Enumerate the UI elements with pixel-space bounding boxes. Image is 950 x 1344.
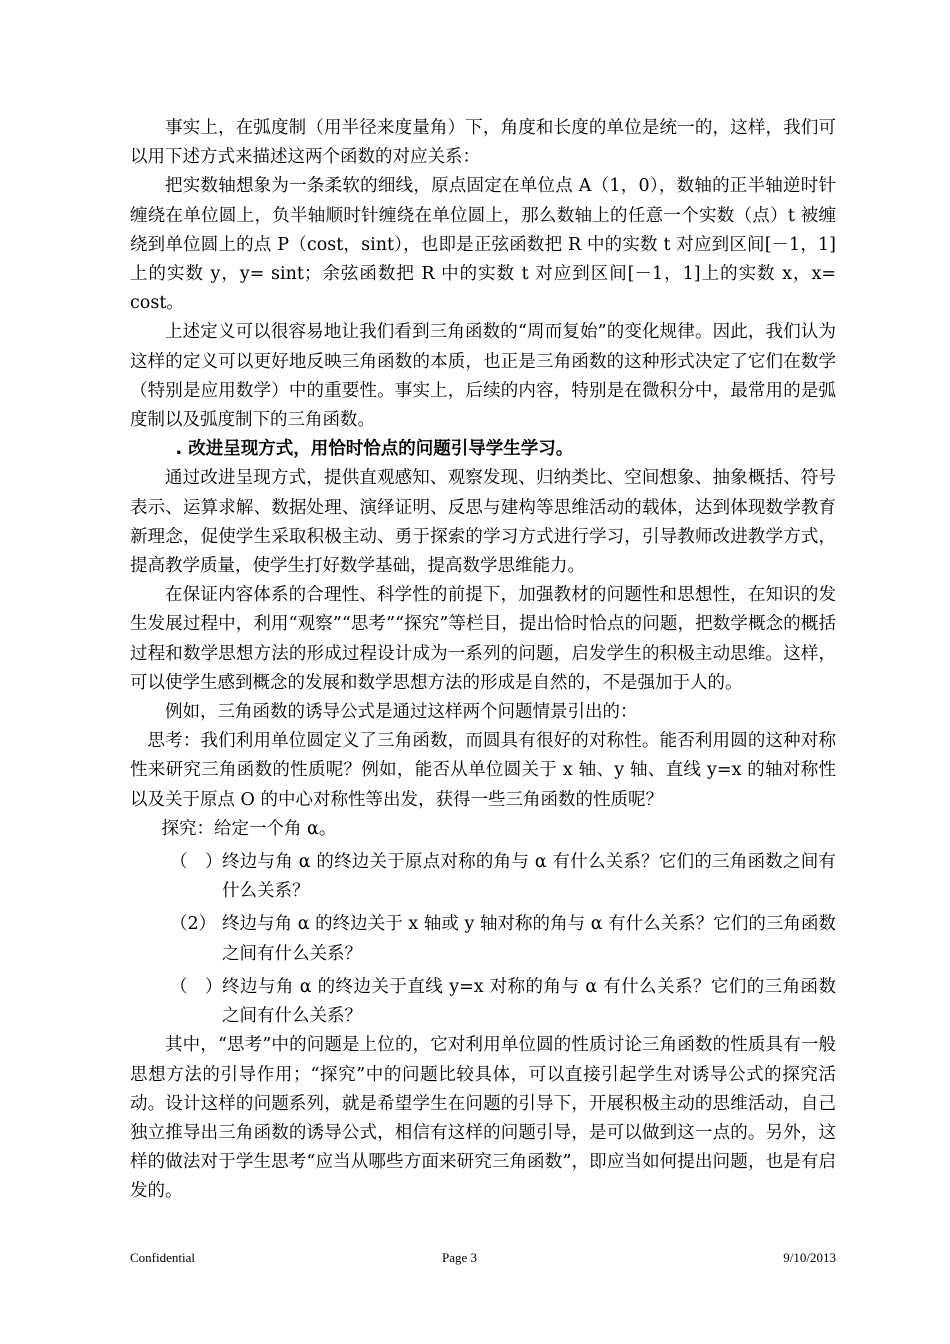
question-text: 终边与角 α 的终边关于 x 轴或 y 轴对称的角与 α 有什么关系？它们的三角函数之间有什么关系？ (222, 914, 836, 964)
question-number: （2） (170, 914, 217, 935)
footer-page-number: Page 3 (442, 1250, 478, 1265)
paragraph-example-intro: 例如，三角函数的诱导公式是通过这样两个问题情景引出的： (165, 702, 638, 723)
paragraph-periodicity: 上述定义可以很容易地让我们看到三角函数的“周而复始”的变化规律。因此，我们认为这样的定义可以更好地反映三角函数的本质，也正是三角函数的这种形式决定了它们在数学（特别是应用数学）中的重要性。事实上，后续的内容，特别是在微积分中，最常用的是弧度制以及弧度制下的三角函数。 (130, 322, 836, 431)
paragraph-conclusion: 其中，“思考”中的问题是上位的，它对利用单位圆的性质讨论三角函数的性质具有一般思想方法的引导作用；“探究”中的问题比较具体，可以直接引起学生对诱导公式的探究活动。设计这样的问题系列，就是希望学生在问题的引导下，开展积极主动的思维活动，自己独立推导出三角函数的诱导公式，相信有这样的问题引导，是可以做到这一点的。另外，这样的做法对于学生思考“应当从哪些方面来研究三角函数”，即应当如何提出问题，也是有启发的。 (130, 1035, 836, 1202)
question-text: 终边与角 α 的终边关于原点对称的角与 α 有什么关系？它们的三角函数之间有什么关系？ (222, 852, 836, 902)
think-box: 思考：我们利用单位圆定义了三角函数，而圆具有很好的对称性。能否利用圆的这种对称性来研究三角函数的性质呢？例如，能否从单位圆关于 x 轴、y 轴、直线 y=x 的轴对称性以及关于原点 O 的中心对称性等出发，获得一些三角函数的性质呢？ (130, 731, 836, 810)
paragraph-presentation: 通过改进呈现方式，提供直观感知、观察发现、归纳类比、空间想象、抽象概括、符号表示、运算求解、数据处理、演绎证明、反思与建构等思维活动的载体，达到体现数学教育新理念，促使学生采取积极主动、勇于探索的学习方式进行学习，引导教师改进教学方式，提高教学质量，使学生打好数学基础，提高数学思维能力。 (130, 468, 836, 577)
explore-question-2 (170, 910, 836, 968)
footer-confidential: Confidential (130, 1250, 195, 1265)
explore-label: 探究：给定一个角 α。 (161, 818, 337, 839)
question-number: （ ） (170, 852, 223, 873)
paragraph-number-line-winding: 把实数轴想象为一条柔软的细线，原点固定在单位点 A（1，0），数轴的正半轴逆时针缠绕在单位圆上，负半轴顺时针缠绕在单位圆上，那么数轴上的任意一个实数（点）t 被缠绕到单位圆上的点 P（cost，sint），也即是正弦函数把 R 中的实数 t 对应到区间[－1，1]上的实数 y，y= sint；余弦函数把 R 中的实数 t 对应到区间[－1，1]上的实数 x，x= cost。 (130, 176, 836, 314)
footer-date: 9/10/2013 (783, 1250, 836, 1265)
paragraph-problem-design: 在保证内容体系的合理性、科学性的前提下，加强教材的问题性和思想性，在知识的发生发展过程中，利用“观察”“思考”“探究”等栏目，提出恰时恰点的问题，把数学概念的概括过程和数学思想方法的形成过程设计成为一系列的问题，启发学生的积极主动思维。这样，可以使学生感到概念的发展和数学思想方法的形成是自然的，不是强加于人的。 (130, 585, 836, 693)
section-heading: . 改进呈现方式，用恰时恰点的问题引导学生学习。 (175, 439, 574, 460)
explore-question-3 (170, 973, 836, 1031)
page-footer (130, 1250, 836, 1270)
question-number: （ ） (170, 976, 223, 997)
question-text: 终边与角 α 的终边关于直线 y=x 对称的角与 α 有什么关系？它们的三角函数之间有什么关系？ (222, 976, 836, 1027)
explore-question-1 (170, 848, 836, 906)
paragraph-radian-unity: 事实上，在弧度制（用半径来度量角）下，角度和长度的单位是统一的，这样，我们可以用下述方式来描述这两个函数的对应关系： (130, 118, 836, 168)
document-body (130, 114, 836, 1207)
